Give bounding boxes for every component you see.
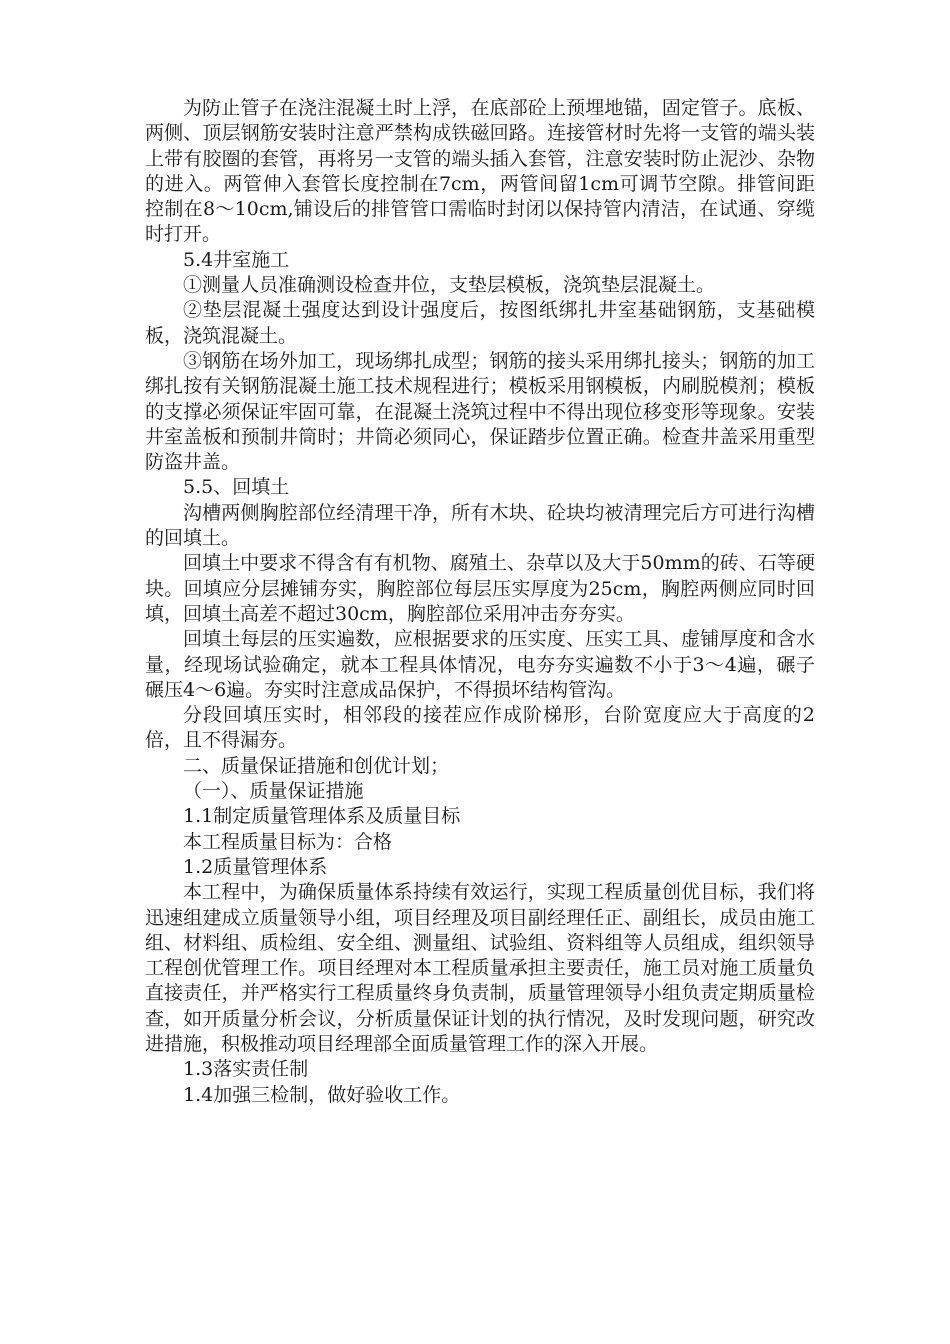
paragraph-management-details: 本工程中，为确保质量体系持续有效运行，实现工程质量创优目标，我们将迅速组建成立质量领导小组，项目经理及项目副经理任正、副组长，成员由施工组、材料组、质检组、安全组、测量组、试验组、资料组等人员组成，组织领导工程创优管理工作。项目经理对本工程质量承担主要责任，施工员对施工质量负直接责任，并严格实行工程质量终身负责制，质量管理领导小组负责定期质量检查，如开质量分析会议，分析质量保证计划的执行情况，及时发现问题，研究改进措施，积极推动项目经理部全面质量管理工作的深入开展。: [145, 881, 815, 1055]
paragraph-compaction-passes: 回填土每层的压实遍数，应根据要求的压实度、压实工具、虚铺厚度和含水量，经现场试验确定，就本工程具体情况，电夯夯实遍数不小于3～4遍，碾子碾压4～6遍。夯实时注意成品保护，不得损坏结构管沟。: [145, 628, 815, 701]
paragraph-step-2: ②垫层混凝土强度达到设计强度后，按图纸绑扎井室基础钢筋，支基础模板，浇筑混凝土。: [145, 299, 815, 347]
paragraph-step-3: ③钢筋在场外加工，现场绑扎成型；钢筋的接头采用绑扎接头；钢筋的加工绑扎按有关钢筋混凝土施工技术规程进行；模板采用钢模板，内刷脱模剂；模板的支撑必须保证牢固可靠，在混凝土浇筑过程中不得出现位移变形等现象。安装井室盖板和预制井筒时；井筒必须同心，保证踏步位置正确。检查井盖采用重型防盗井盖。: [145, 349, 815, 474]
heading-1-2-management-system: 1.2质量管理体系: [183, 855, 328, 878]
heading-1-3-responsibility: 1.3落实责任制: [183, 1058, 309, 1081]
paragraph-pipe-anchoring: 为防止管子在浇注混凝土时上浮，在底部砼上预埋地锚，固定管子。底板、两侧、顶层钢筋安装时注意严禁构成铁磁回路。连接管材时先将一支管的端头装上带有胶圈的套管，再将另一支管的端头插入套管，注意安装时防止泥沙、杂物的进入。两管伸入套管长度控制在7cm，两管间留1cm可调节空隙。排管间距控制在8～10cm,铺设后的排管管口需临时封闭以保持管内清洁，在试通、穿缆时打开。: [145, 97, 815, 246]
heading-section-2-quality: 二、质量保证措施和创优计划；: [183, 754, 450, 777]
paragraph-backfill-requirements: 回填土中要求不得含有有机物、腐殖土、杂草以及大于50mm的砖、石等硬块。回填应分层摊铺夯实，胸腔部位每层压实厚度为25cm，胸腔两侧应同时回填，回填土高差不超过30cm，胸腔部位采用冲击夯夯实。: [145, 552, 815, 625]
document-body: [145, 96, 815, 1108]
heading-quality-measures: （一）、质量保证措施: [183, 780, 364, 803]
paragraph-quality-target: 本工程质量目标为：合格: [183, 830, 393, 853]
heading-5-5-backfill: 5.5、回填土: [183, 476, 290, 499]
heading-5-4-well-chamber: 5.4井室施工: [183, 248, 290, 271]
paragraph-step-1: ①测量人员准确测设检查井位，支垫层模板，浇筑垫层混凝土。: [183, 274, 716, 297]
paragraph-backfill-prep: 沟槽两侧胸腔部位经清理干净，所有木块、砼块均被清理完后方可进行沟槽的回填土。: [145, 501, 815, 550]
heading-1-1-quality-system: 1.1制定质量管理体系及质量目标: [183, 805, 461, 828]
paragraph-segmented-backfill: 分段回填压实时，相邻段的接茬应作成阶梯形，台阶宽度应大于高度的2倍，且不得漏夯。: [145, 704, 815, 752]
heading-1-4-three-inspections: 1.4加强三检制，做好验收工作。: [183, 1083, 461, 1106]
